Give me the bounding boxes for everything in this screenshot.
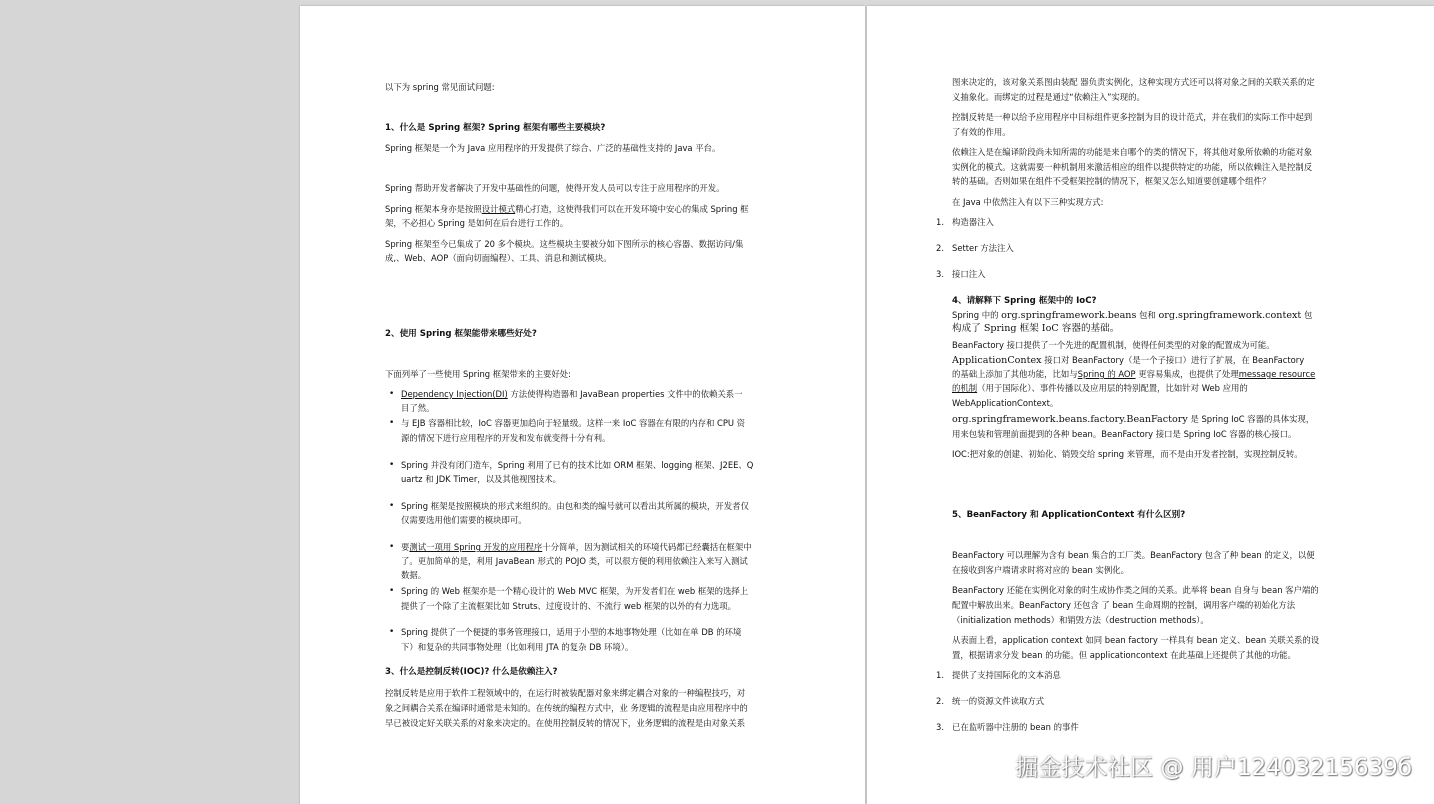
text-span: （用于国际化）、事件传播以及应用层的特别配置，比如针对 Web 应用的 [977,383,1248,393]
q2-bullet-1-line-1 [401,387,743,401]
text-span: 要 [401,542,410,552]
q1-paragraph-4-line-2: 成,、Web、AOP（面向切面编程）、工具、消息和测试模块。 [385,253,612,263]
question-1-heading: 1、什么是 Spring 框架? Spring 框架有哪些主要模块? [385,123,606,133]
di-paragraph-line-3: 转的基础。否则如果在组件不受框架控制的情况下，框架又怎么知道要创建哪个组件？ [952,176,1271,186]
q2-bullet-5-line-1 [401,540,752,554]
document-page-right [867,6,1434,804]
question-5-heading: 5、BeanFactory 和 ApplicationContext 有什么区别? [952,510,1186,520]
list-number: 1. [936,670,944,680]
q2-bullet-6-line-2: 提供了一个除了主流框架比如 Struts、过度设计的、不流行 web 框架的以外的有力选项。 [401,601,737,611]
q4-line-7: WebApplicationContext。 [952,398,1059,408]
class-name: ApplicationContex [952,355,1042,366]
message-resource-link[interactable]: message resource [1238,369,1316,379]
q4-line-10: IOC:把对象的创建、初始化、销毁交给 spring 来管理，而不是由开发者控制，实现控制反转。 [952,449,1303,459]
q2-bullet-4-line-2: 仅需要选用他们需要的模块即可。 [401,515,527,525]
list-number: 2. [936,243,944,253]
q3-paragraph-line-1: 控制反转是应用于软件工程领域中的，在运行时被装配器对象来绑定耦合对象的一种编程技巧，对 [385,688,746,698]
list-number: 1. [936,217,944,227]
di-paragraph-line-2: 实例化的模式。这就需要一种机制用来激活相应的组件以提供特定的功能，所以依赖注入是控制反 [952,162,1313,172]
q2-bullet-6-line-1: Spring 的 Web 框架亦是一个精心设计的 Web MVC 框架，为开发者们在 web 框架的选择上 [401,586,749,596]
text-span: 包和 [1136,310,1159,320]
dependency-injection-link[interactable]: Dependency Injection(DI) [401,389,508,399]
q3-paragraph-line-3: 早已被设定好关联关系的对象来决定的。在使用控制反转的情况下，业务逻辑的流程是由对象关系 [385,718,746,728]
list-number: 2. [936,696,944,706]
q2-bullet-3-line-1: Spring 并没有闭门造车，Spring 利用了已有的技术比如 ORM 框架、logging 框架、J2EE、Q [401,460,754,470]
q2-bullet-5-line-3: 数据。 [401,570,427,580]
ioc-continued-line-2: 义抽象化。而绑定的过程是通过“依赖注入”实现的。 [952,92,1145,102]
class-name: org.springframework.beans.factory.BeanFactory [952,414,1188,425]
di-method-item-2: Setter 方法注入 [952,243,1014,253]
watermark: 掘金技术社区 @ 用户12403215639б [1015,755,1412,781]
ioc-continued-line-1: 图来决定的，该对象关系图由装配 器负责实例化，这种实现方式还可以将对象之间的关联关系的定 [952,77,1315,87]
q5-paragraph-2-line-3: （initialization methods）和销毁方法（destruction methods）。 [952,615,1209,625]
q1-paragraph-4-line-1: Spring 框架至今已集成了 20 多个模块。这些模块主要被分如下图所示的核心容器、数据访问/集 [385,239,744,249]
q4-line-8 [952,412,1314,427]
ioc-paragraph-2-line-1: 控制反转是一种以给予应用程序中目标组件更多控制为目的设计范式，并在我们的实际工作中起到 [952,112,1313,122]
list-number: 3. [936,269,944,279]
q4-line-6 [952,381,1248,395]
q2-bullet-2-line-1: 与 EJB 容器相比较，IoC 容器更加趋向于轻量级。这样一来 IoC 容器在有限的内存和 CPU 资 [401,418,746,428]
document-page-left [300,6,865,804]
di-method-item-1: 构造器注入 [952,217,994,227]
text-span: Spring 中的 [952,310,1002,320]
di-method-item-3: 接口注入 [952,269,986,279]
text-span: 是 Spring IoC 容器的具体实现， [1187,414,1315,424]
bullet-icon: • [389,586,395,596]
q2-bullet-7-line-1: Spring 提供了一个便捷的事务管理接口，适用于小型的本地事物处理（比如在单 DB 的环境 [401,627,742,637]
bullet-icon: • [389,389,395,399]
text-span: 包 [1301,310,1313,320]
design-pattern-link[interactable]: 设计模式 [481,204,516,214]
bullet-icon: • [389,627,395,637]
bullet-icon: • [389,418,395,428]
question-3-heading: 3、什么是控制反转(IOC)? 什么是依赖注入? [385,667,558,677]
q4-line-9: 用来包装和管理前面提到的各种 bean。BeanFactory 接口是 Spring IoC 容器的核心接口。 [952,429,1297,439]
q2-bullet-2-line-2: 源的情况下进行应用程序的开发和发布就变得十分有利。 [401,433,611,443]
q2-lead: 下面列举了一些使用 Spring 框架带来的主要好处: [385,369,571,379]
list-number: 3. [936,722,944,732]
text-span: 的基础上添加了其他功能，比如与 [952,369,1078,379]
q1-paragraph-3-line-2: 架，不必担心 Spring 是如何在后台进行工作的。 [385,218,569,228]
q1-paragraph-1: Spring 框架是一个为 Java 应用程序的开发提供了综合、广泛的基础性支持的 Java 平台。 [385,143,721,153]
text-span: 精心打造，这使得我们可以在开发环境中安心的集成 Spring 框 [515,204,749,214]
package-name: org.springframework.context [1158,310,1302,321]
q2-bullet-1-line-2: 目了然。 [401,403,435,413]
spring-aop-link[interactable]: Spring 的 AOP [1077,369,1136,379]
testing-spring-app-link[interactable]: 测试一项用 Spring 开发的应用程序 [409,542,543,552]
ioc-paragraph-2-line-2: 了有效的作用。 [952,127,1011,137]
mechanism-link[interactable]: 的机制 [952,383,978,393]
appcontext-feature-1: 提供了支持国际化的文本消息 [952,670,1061,680]
di-paragraph-line-1: 依赖注入是在编译阶段尚未知所需的功能是来自哪个的类的情况下，将其他对象所依赖的功能对象 [952,147,1313,157]
question-4-heading: 4、请解释下 Spring 框架中的 IoC? [952,296,1097,306]
q2-bullet-7-line-2: 下）和复杂的共同事物处理（比如利用 JTA 的复杂 DB 环境）。 [401,642,634,652]
appcontext-feature-3: 已在监听器中注册的 bean 的事件 [952,722,1079,732]
q4-line-2: 构成了 Spring 框架 IoC 容器的基础。 [952,323,1120,334]
question-2-heading: 2、使用 Spring 框架能带来哪些好处? [385,329,537,339]
q4-line-3: BeanFactory 接口提供了一个先进的配置机制，使得任何类型的对象的配置成为可能。 [952,340,1275,350]
q2-bullet-3-line-2: uartz 和 JDK Timer，以及其他视图技术。 [401,474,562,484]
text-span: Spring 框架本身亦是按照 [385,204,482,214]
q5-paragraph-2-line-1: BeanFactory 还能在实例化对象的时生成协作类之间的关系。此举将 bean 自身与 bean 客户端的 [952,585,1319,595]
q1-paragraph-3-line-1 [385,202,749,216]
q4-line-1 [952,308,1312,323]
intro-text: 以下为 spring 常见面试问题: [385,82,495,92]
q5-paragraph-2-line-2: 配置中解放出来。BeanFactory 还包含 了 bean 生命周期的控制，调用客户端的初始化方法 [952,600,1296,610]
package-name: org.springframework.beans [1001,310,1137,321]
bullet-icon: • [389,460,395,470]
text-span: 方法使得构造器和 JavaBean properties 文件中的依赖关系一 [507,389,743,399]
text-span: 十分简单，因为测试相关的环境代码都已经囊括在框架中 [542,542,752,552]
appcontext-feature-2: 统一的资源文件读取方式 [952,696,1045,706]
bullet-icon: • [389,501,395,511]
viewer-left-margin [0,0,300,804]
bullet-icon: • [389,542,395,552]
q5-paragraph-1-line-2: 在接收到客户端请求时将对应的 bean 实例化。 [952,565,1129,575]
q5-paragraph-1-line-1: BeanFactory 可以理解为含有 bean 集合的工厂类。BeanFactory 包含了种 bean 的定义，以便 [952,550,1315,560]
q4-line-5 [952,367,1315,381]
di-methods-lead: 在 Java 中依然注入有以下三种实现方式: [952,197,1104,207]
q2-bullet-5-line-2: 了。更加简单的是，利用 JavaBean 形式的 POJO 类，可以很方便的利用依赖注入来写入测试 [401,556,748,566]
q2-bullet-4-line-1: Spring 框架是按照模块的形式来组织的。由包和类的编号就可以看出其所属的模块，开发者仅 [401,501,749,511]
q3-paragraph-line-2: 象之间耦合关系在编译时通常是未知的。在传统的编程方式中，业 务逻辑的流程是由应用程序中的 [385,703,748,713]
text-span: 更容易集成，也提供了处理 [1135,369,1239,379]
q5-paragraph-3-line-2: 置，根据请求分发 bean 的功能。但 applicationcontext 在此基础上还提供了其他的功能。 [952,650,1296,660]
text-span: 接口对 BeanFactory（是一个子接口）进行了扩展，在 BeanFactory [1041,355,1305,365]
q4-line-4 [952,353,1304,368]
q5-paragraph-3-line-1: 从表面上看，application context 如同 bean factory 一样具有 bean 定义、bean 关联关系的设 [952,635,1320,645]
q1-paragraph-2: Spring 帮助开发者解决了开发中基础性的问题，使得开发人员可以专注于应用程序的开发。 [385,183,725,193]
